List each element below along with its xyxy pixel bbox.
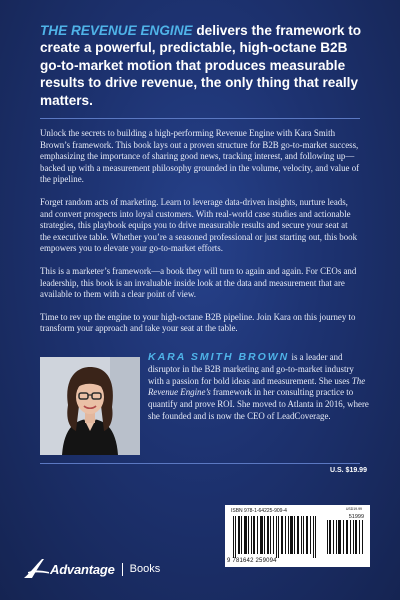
author-bio-text-end: framework in her consulting practice to quantify and prove ROI. She moved to Atlanta in 2016, where she founded and is now the CEO of LeadCoverage. — [148, 387, 369, 421]
barcode-block — [225, 505, 370, 567]
headline-brand: THE REVENUE ENGINE — [40, 23, 193, 38]
bottom-divider — [40, 463, 360, 464]
author-photo — [40, 357, 140, 455]
author-bio-text: is a leader and disruptor in the B2B marketing and go-to-market industry with a passion for bold ideas and measurement. She uses — [148, 352, 354, 386]
headline-text: delivers the framework to create a powerful, predictable, high-octane B2B go-to-market motion that produces measurable results to drive revenue, the only thing that really matters. — [40, 23, 362, 108]
author-bio-book-title: The Revenue Engine’s — [148, 375, 366, 398]
author-bio — [148, 352, 370, 423]
retail-price: U.S. $19.99 — [330, 467, 367, 474]
publisher-name: Advantage — [50, 561, 115, 577]
publisher-imprint: Books — [129, 563, 161, 575]
description-paragraph: Time to rev up the engine to your high-octane B2B pipeline. Join Kara on this journey to transform your approach and take your seat at the table. — [40, 311, 356, 334]
description-paragraph: Forget random acts of marketing. Learn to leverage data-driven insights, nurture leads, and convert prospects into loyal customers. With real-world case studies and actionable strategies, this playbook equips you to drive measurable results and secure your seat at the executive table. Whether you’re a seasoned professional or just starting out, this book empowers you to elevate your go-to-market efforts. — [40, 196, 358, 254]
author-portrait-graphic — [40, 357, 140, 455]
description — [40, 128, 360, 346]
headline — [40, 22, 365, 109]
publisher-logo — [22, 557, 160, 581]
advantage-swoosh-icon — [22, 557, 50, 581]
isbn-label: ISBN 978-1-64225-909-4 — [231, 508, 287, 514]
top-divider — [40, 118, 360, 119]
description-paragraph: Unlock the secrets to building a high-performing Revenue Engine with Kara Smith Brown’s framework. This book lays out a proven structure for B2B go-to-market success, emphasizing the importance of sharing good news, tracking interest, and following up—backed up with a measurement philosophy grounded in the volume, velocity, and value of the pipeline. — [40, 128, 360, 185]
publisher-divider — [122, 563, 123, 576]
barcode-digits: 9 781642 259094 — [227, 558, 277, 564]
author-name: KARA SMITH BROWN — [148, 351, 290, 363]
barcode-price-header: USD19.99 — [345, 507, 362, 511]
description-paragraph: This is a marketer’s framework—a book they will turn to again and again. For CEOs and leadership, this book is an invaluable inside look at the data and measurement that are available to them with a clear point of view. — [40, 265, 357, 300]
barcode-price-code: 51999 — [348, 514, 364, 520]
